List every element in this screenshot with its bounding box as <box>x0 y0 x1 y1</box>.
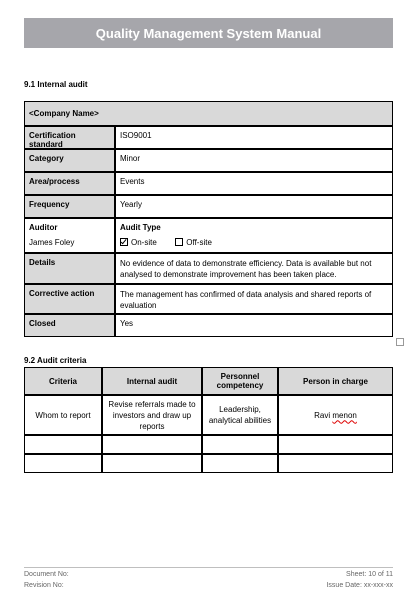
cert-standard-label: Certification standard <box>24 126 115 149</box>
header-person-in-charge: Person in charge <box>278 367 393 395</box>
footer-divider <box>24 567 393 568</box>
row3-personnel-competency <box>202 454 278 473</box>
row3-internal-audit <box>102 454 202 473</box>
header-personnel-competency: Personnel competency <box>202 367 278 395</box>
row1-person-in-charge <box>278 395 393 435</box>
corrective-action-value: The management has confirmed of data analysis and shared reports of evaluation <box>115 284 393 314</box>
audit-type-label: Audit Type <box>120 223 161 232</box>
corrective-action-label: Corrective action <box>24 284 115 314</box>
frequency-value: Yearly <box>115 195 393 218</box>
details-label: Details <box>24 253 115 284</box>
section-heading-audit-criteria: 9.2 Audit criteria <box>24 356 87 365</box>
area-process-value: Events <box>115 172 393 195</box>
category-label: Category <box>24 149 115 172</box>
table-resize-handle[interactable] <box>396 338 404 346</box>
closed-value: Yes <box>115 314 393 337</box>
person-first-name: Ravi <box>314 410 331 420</box>
offsite-checkbox[interactable] <box>175 238 183 246</box>
auditor-cell <box>24 218 115 253</box>
offsite-label: Off-site <box>186 238 212 247</box>
person-last-name: menon <box>332 410 357 420</box>
area-process-label: Area/process <box>24 172 115 195</box>
document-title-banner <box>24 18 393 48</box>
category-value: Minor <box>115 149 393 172</box>
row2-person-in-charge <box>278 435 393 454</box>
footer-issue-date: Issue Date: xx-xxx-xx <box>326 582 393 589</box>
row1-personnel-competency: Leadership, analytical abilities <box>202 395 278 435</box>
row1-criteria: Whom to report <box>24 395 102 435</box>
row3-person-in-charge <box>278 454 393 473</box>
onsite-label: On-site <box>131 238 157 247</box>
footer-document-no: Document No: <box>24 571 69 578</box>
frequency-label: Frequency <box>24 195 115 218</box>
auditor-name: James Foley <box>29 238 75 247</box>
section-heading-internal-audit: 9.1 Internal audit <box>24 80 88 89</box>
onsite-checkbox[interactable] <box>120 238 128 246</box>
auditor-label: Auditor <box>29 223 58 232</box>
row2-personnel-competency <box>202 435 278 454</box>
header-criteria: Criteria <box>24 367 102 395</box>
footer-revision-no: Revision No: <box>24 582 64 589</box>
company-name-cell: <Company Name> <box>24 101 393 126</box>
header-internal-audit: Internal audit <box>102 367 202 395</box>
row1-internal-audit: Revise referrals made to investors and draw up reports <box>102 395 202 435</box>
row3-criteria <box>24 454 102 473</box>
document-title: Quality Management System Manual <box>95 25 322 41</box>
audit-type-options <box>120 238 388 247</box>
details-value: No evidence of data to demonstrate efficiency. Data is available but not analysed to demonstrate improvement has been taken place. <box>115 253 393 284</box>
row2-criteria <box>24 435 102 454</box>
cert-standard-value: ISO9001 <box>115 126 393 149</box>
audit-type-cell <box>115 218 393 253</box>
closed-label: Closed <box>24 314 115 337</box>
row2-internal-audit <box>102 435 202 454</box>
footer-sheet: Sheet: 10 of 11 <box>346 571 393 578</box>
